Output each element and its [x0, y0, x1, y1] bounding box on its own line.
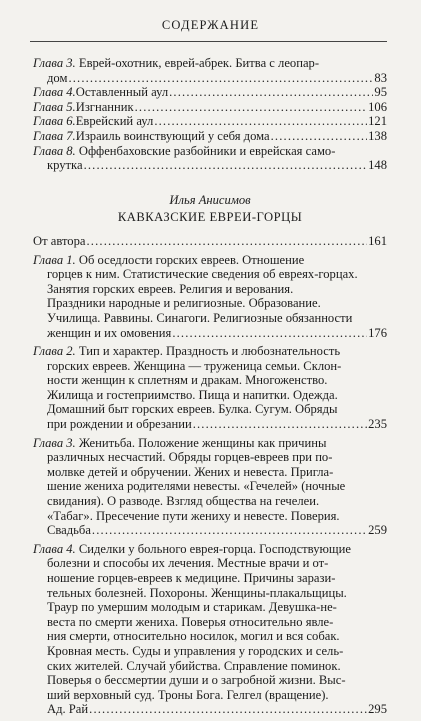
entry-text: ший верховный суд. Троны Бога. Гелгел (вращение).	[47, 687, 329, 702]
page-number: 161	[368, 233, 387, 248]
entry-text: Еврей-охотник, еврей-абрек. Битва с леопар-	[78, 56, 320, 70]
toc-entry	[33, 542, 387, 717]
dot-leader	[193, 417, 367, 432]
toc-entry	[33, 114, 387, 129]
toc-entry-line	[33, 234, 387, 249]
toc-entry-line	[33, 296, 387, 311]
entry-text: дом	[47, 70, 68, 85]
toc-entry-line	[33, 494, 387, 509]
toc-entry-line	[33, 417, 387, 432]
entry-text: Оставленный аул	[75, 85, 169, 100]
toc-entry-line	[33, 402, 387, 417]
entry-text: молвке детей и обручении. Жених и невеста. Пригла-	[47, 464, 334, 479]
chapter-label: Глава 3.	[33, 435, 76, 450]
toc-entry-line	[33, 615, 387, 630]
entry-text: Израиль воинствующий у себя дома	[75, 128, 270, 143]
toc-entry-line	[33, 702, 387, 717]
entry-text: ских жителей. Случай убийства. Справление поминок.	[47, 658, 341, 673]
dot-leader	[169, 85, 373, 100]
toc-entry	[33, 344, 387, 432]
page-number: 148	[368, 158, 387, 173]
entry-text: свидания). О разводе. Взгляд общества на гечелеи.	[47, 494, 320, 509]
toc-entry-line	[33, 479, 387, 494]
toc-entry-line	[33, 523, 387, 538]
chapter-label: Глава 8.	[33, 143, 76, 158]
entry-text: Тип и характер. Праздность и любознательность	[78, 344, 341, 359]
page-number: 138	[368, 128, 387, 143]
entry-text: горцев к ним. Статистические сведения об евреях-горцах.	[47, 267, 358, 282]
toc-entry	[33, 56, 387, 85]
toc-entry	[33, 129, 387, 144]
toc-entry-line	[33, 158, 387, 173]
entry-text: Праздники народные и религиозные. Образование.	[47, 296, 321, 311]
toc-entry-line	[33, 509, 387, 524]
toc-entry-line	[33, 282, 387, 297]
entry-text: шение жениха родителями невесты. «Гечелей» (ночные	[47, 479, 346, 494]
entry-text: крутка	[47, 158, 83, 173]
entry-text: Жилища и гостеприимство. Пища и напитки. Одежда.	[47, 387, 338, 402]
entry-text: Кровная месть. Суды и управления у городских и сель-	[47, 643, 344, 658]
toc-entry-line	[33, 600, 387, 615]
toc-entry-line	[33, 56, 387, 71]
entry-text: Поверья о бессмертии души и о загробной жизни. Выс-	[47, 673, 346, 688]
page-number: 106	[368, 99, 387, 114]
dot-leader	[154, 114, 367, 129]
entry-text: Свадьба	[47, 523, 91, 538]
chapter-label: Глава 7.	[33, 128, 76, 143]
toc-entry-line	[33, 267, 387, 282]
chapter-label: Глава 4.	[33, 85, 76, 100]
toc-entry-line	[33, 253, 387, 268]
entry-text: болезни и способы их лечения. Местные врачи и от-	[47, 556, 329, 571]
page-number: 83	[374, 70, 387, 85]
toc-entry	[33, 100, 387, 115]
entry-text: Еврейский аул	[75, 114, 154, 129]
entry-text: ния смерти, относительно носилок, могил и вся собак.	[47, 629, 340, 644]
chapter-label: Глава 5.	[33, 99, 76, 114]
page-number: 121	[368, 114, 387, 129]
toc-entry	[33, 234, 387, 249]
toc-entry-line	[33, 71, 387, 86]
toc-entry-line	[33, 144, 387, 159]
toc-entry-line	[33, 629, 387, 644]
toc-entry	[33, 253, 387, 341]
toc-entry-line	[33, 373, 387, 388]
entry-text: при рождении и обрезании	[47, 417, 192, 432]
dot-leader	[271, 129, 367, 144]
chapter-label: Глава 6.	[33, 114, 76, 129]
toc-entry-line	[33, 571, 387, 586]
chapter-label: Глава 3.	[33, 56, 76, 70]
toc-entry-line	[33, 388, 387, 403]
toc-entry-line	[33, 450, 387, 465]
page-number: 259	[368, 523, 387, 538]
toc-entry-line	[33, 673, 387, 688]
dot-leader	[87, 234, 368, 249]
toc-entry	[33, 85, 387, 100]
entry-text: Сиделки у больного еврея-горца. Господствующие	[78, 541, 351, 556]
toc-entry-line	[33, 311, 387, 326]
chapter-label: Глава 2.	[33, 344, 76, 359]
toc-content	[33, 56, 387, 721]
entry-text: горских евреев. Женщина — труженица семьи. Склон-	[47, 358, 342, 373]
toc-entry-line	[33, 100, 387, 115]
toc-entry	[33, 144, 387, 173]
entry-text: Ад. Рай	[47, 702, 89, 717]
toc-entry-line	[33, 326, 387, 341]
entry-text: различных несчастий. Обряды горцев-евреев при по-	[47, 450, 333, 465]
chapter-label: Глава 4.	[33, 541, 76, 556]
toc-entry-line	[33, 556, 387, 571]
entry-text: Женитьба. Положение женщины как причины	[78, 435, 327, 450]
header-rule	[30, 41, 387, 42]
toc-entry-line	[33, 436, 387, 451]
entry-text: Об оседлости горских евреев. Отношение	[78, 252, 305, 267]
dot-leader	[92, 523, 367, 538]
toc-entry-line	[33, 688, 387, 703]
toc-entry	[33, 436, 387, 538]
page-number: 295	[368, 702, 387, 717]
dot-leader	[172, 326, 367, 341]
toc-entry-line	[33, 359, 387, 374]
toc-list-bottom	[33, 234, 387, 717]
toc-entry-line	[33, 114, 387, 129]
entry-text: Училища. Раввины. Синагоги. Религиозные обязанности	[47, 310, 353, 325]
toc-list-top	[33, 56, 387, 173]
toc-entry-line	[33, 542, 387, 557]
dot-leader	[68, 71, 373, 86]
toc-entry-line	[33, 586, 387, 601]
page-header: СОДЕРЖАНИЕ	[161, 18, 260, 32]
entry-text: тельных болезней. Похороны. Женщины-плакальщицы.	[47, 585, 347, 600]
entry-text: «Табаг». Пресечение пути жениху и невесте. Поверия.	[47, 508, 340, 523]
toc-entry-line	[33, 85, 387, 100]
entry-text: Изгнанник	[75, 99, 134, 114]
toc-entry-line	[33, 465, 387, 480]
entry-text: Траур по умершим молодым и старикам. Девушка-не-	[47, 600, 337, 615]
entry-text: женщин и их омовения	[47, 325, 172, 340]
author-name: Илья Анисимов	[169, 192, 251, 207]
entry-text: ности женщин к сплетням и дракам. Многоженство.	[47, 373, 328, 388]
toc-entry-line	[33, 344, 387, 359]
entry-text: веста по смерти жениха. Поверья относительно явле-	[47, 614, 334, 629]
entry-text: От автора	[33, 233, 86, 248]
toc-entry-line	[33, 644, 387, 659]
toc-entry-line	[33, 659, 387, 674]
entry-text: ношение горцев-евреев к медицине. Причины зарази-	[47, 571, 336, 585]
dot-leader	[89, 702, 367, 717]
entry-text: Занятия горских евреев. Религия и верования.	[47, 281, 294, 296]
dot-leader	[135, 100, 367, 115]
dot-leader	[84, 158, 368, 173]
section-title: КАВКАЗСКИЕ ЕВРЕИ-ГОРЦЫ	[117, 210, 303, 225]
entry-text: Оффенбаховские разбойники и еврейская само-	[78, 143, 336, 158]
page-number: 235	[368, 417, 387, 432]
toc-entry-line	[33, 129, 387, 144]
page-number: 176	[368, 325, 387, 340]
chapter-label: Глава 1.	[33, 252, 76, 267]
entry-text: Домашний быт горских евреев. Булка. Сугум. Обряды	[47, 402, 338, 417]
page-number: 95	[374, 85, 387, 100]
